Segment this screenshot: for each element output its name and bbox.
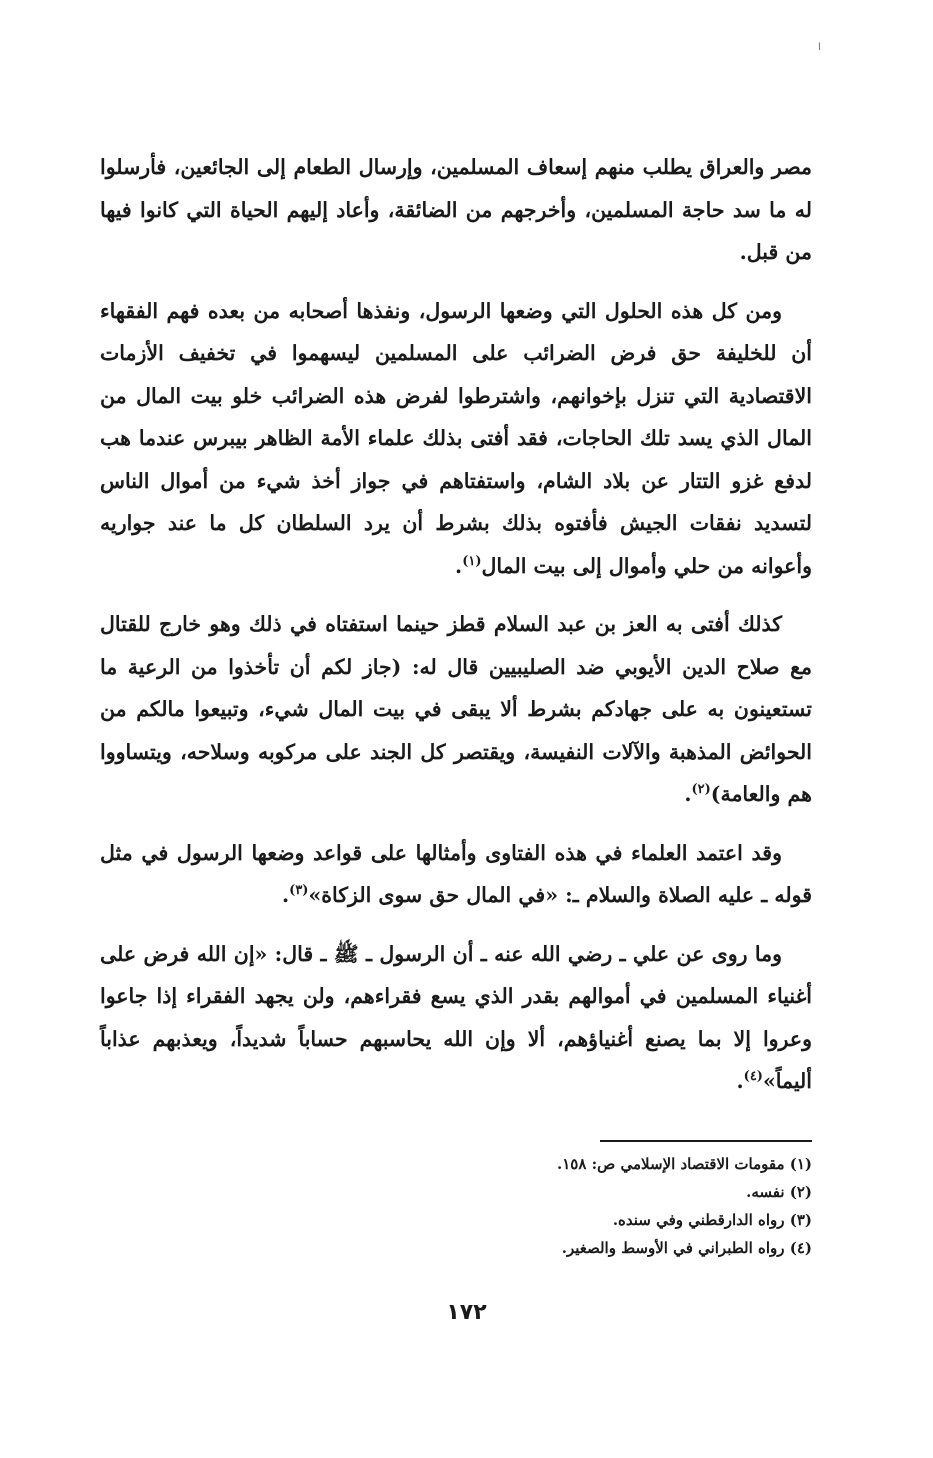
footnotes	[300, 1150, 812, 1262]
footnote-3: (٣) رواه الدارقطني وفي سنده.	[612, 1211, 812, 1229]
paragraph-2	[100, 290, 812, 588]
paragraph-tail: .	[684, 782, 692, 806]
paragraph-text: وقد اعتمد العلماء في هذه الفتاوى وأمثالها على قواعد وضعها الرسول في مثل قوله ـ عليه الصلاة والسلام ـ: «في المال حق سوى الزكاة»	[100, 840, 812, 907]
paragraph-tail: .	[455, 553, 463, 578]
scan-mark: ا	[818, 42, 821, 53]
paragraph-4	[100, 832, 812, 917]
paragraph-tail: .	[736, 1069, 744, 1093]
paragraph-text: كذلك أفتى به العز بن عبد السلام قطز حينما استفتاه في ذلك وهو خارج للقتال مع صلاح الدين الأيوبي ضد الصليبيين قال له: (جاز لكم أن تأخذوا من الرعية ما تستعينون به على جهادكم بشرط ألا يبقى في بيت المال شيء، وتبيعوا مالكم من الحوائض المذهبة والآلات النفيسة، ويقتصر كل الجند على مركوبه وسلاحه، ويتساووا هم والعامة)	[100, 612, 812, 806]
footnote-divider	[600, 1140, 812, 1142]
footnote-4: (٤) رواه الطبراني في الأوسط والصغير.	[561, 1239, 812, 1257]
paragraph-text: وما روى عن علي ـ رضي الله عنه ـ أن الرسول ـ ﷺ ـ قال: «إن الله فرض على أغنياء المسلمين في أموالهم بقدر الذي يسع فقراءهم، ولن يجهد الفقراء إذا جاعوا وعروا إلا بما يصنع أغنياؤهم، ألا وإن الله يحاسبهم حساباً شديداً، ويعذبهم عذاباً أليماً»	[100, 941, 812, 1093]
paragraph-3	[100, 603, 812, 816]
paragraph-text: مصر والعراق يطلب منهم إسعاف المسلمين، وإرسال الطعام إلى الجائعين، فأرسلوا له ما سد حاجة المسلمين، وأخرجهم من الضائقة، وأعاد إليهم الحياة التي كانوا فيها من قبل.	[100, 155, 812, 264]
paragraph-text: ومن كل هذه الحلول التي وضعها الرسول، ونفذها أصحابه من بعده فهم الفقهاء أن للخليفة حق فرض الضرائب على المسلمين ليسهموا في تخفيف الأزمات الاقتصادية التي تنزل بإخوانهم، واشترطوا لفرض هذه الضرائب خلو بيت المال من المال الذي يسد تلك الحاجات، فقد أفتى بذلك علماء الأمة الظاهر بيبرس عندما هب لدفع غزو التتار عن بلاد الشام، واستفتاهم في جواز أخذ شيء من أموال الناس لتسديد نفقات الجيش فأفتوه بذلك بشرط أن يرد السلطان كل ما عند جواريه وأعوانه من حلي وأموال إلى بيت المال	[100, 298, 812, 578]
footnote-reference: (٤)	[743, 1069, 763, 1085]
footnote-reference: (٢)	[691, 782, 711, 798]
footnote-reference: (١)	[462, 553, 482, 569]
footnote-2: (٢) نفسه.	[746, 1183, 812, 1201]
footnote-1: (١) مقومات الاقتصاد الإسلامي ص: ١٥٨.	[556, 1155, 812, 1173]
footnote-reference: (٣)	[289, 883, 309, 899]
paragraph-tail: .	[282, 883, 290, 907]
page-number: ١٧٢	[446, 1300, 487, 1325]
main-text	[100, 146, 812, 1119]
paragraph-1	[100, 146, 812, 274]
paragraph-5	[100, 933, 812, 1103]
